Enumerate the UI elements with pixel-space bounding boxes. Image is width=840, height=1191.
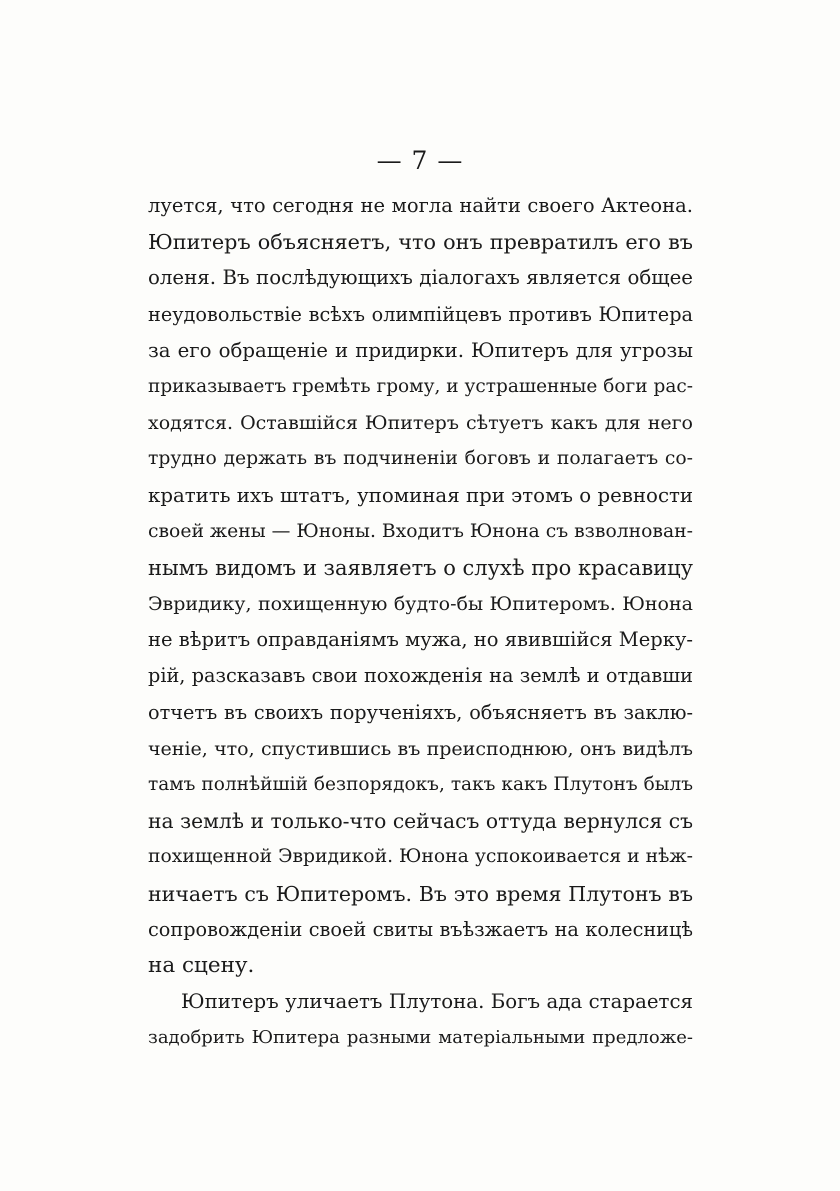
text-line: сопровожденіи своей свиты въѣзжаетъ на колесницѣ: [148, 917, 693, 941]
text-line: ченіе, что, спустившись въ преисподнюю, онъ видѣлъ: [148, 737, 693, 760]
text-line: Эвридику, похищенную будто-бы Юпитеромъ. Юнона: [148, 593, 693, 616]
text-line: кратить ихъ штатъ, упоминая при этомъ о ревности: [148, 483, 694, 507]
text-line: отчетъ въ своихъ порученіяхъ, объясняетъ въ заклю-: [148, 700, 693, 724]
text-line: нымъ видомъ и заявляетъ о слухѣ про красавицу: [148, 555, 693, 580]
text-line: Юпитеръ объясняетъ, что онъ превратилъ его въ: [148, 230, 693, 255]
text-line: рій, разсказавъ свои похожденія на землѣ и отдавши: [148, 664, 693, 688]
paragraph-1: [148, 188, 693, 984]
page-number: — 7 —: [376, 146, 464, 175]
text-line: оленя. Въ послѣдующихъ діалогахъ является общее: [148, 266, 693, 290]
text-line: Юпитеръ уличаетъ Плутона. Богъ ада старается: [181, 990, 693, 1014]
text-line: луется, что сегодня не могла найти своего Актеона.: [148, 194, 693, 217]
text-line: задобрить Юпитера разными матеріальными предложе-: [148, 1027, 693, 1049]
text-line: на землѣ и только-что сейчасъ оттуда вернулся съ: [148, 809, 693, 834]
text-line: трудно держать въ подчиненіи боговъ и полагаетъ со-: [148, 448, 693, 470]
text-line: не вѣритъ оправданіямъ мужа, но явившійся Мерку-: [148, 628, 693, 652]
text-line: своей жены — Юноны. Входитъ Юнона съ взволнован-: [148, 520, 693, 542]
text-line: похищенной Эвридикой. Юнона успокоивается и нѣж-: [148, 846, 693, 868]
text-line: приказываетъ гремѣть грому, и устрашенные боги рас-: [148, 375, 693, 397]
text-line: за его обращеніе и придирки. Юпитеръ для угрозы: [148, 338, 693, 362]
text-line: ничаетъ съ Юпитеромъ. Въ это время Плутонъ въ: [148, 881, 693, 906]
text-line: неудовольствіе всѣхъ олимпійцевъ противъ Юпитера: [148, 302, 693, 326]
body-text: [148, 188, 693, 1057]
paragraph-2: [148, 984, 693, 1056]
text-line: на сцену.: [148, 952, 255, 978]
text-line: тамъ полнѣйшій безпорядокъ, такъ какъ Плутонъ былъ: [148, 774, 693, 795]
text-line: ходятся. Оставшійся Юпитеръ сѣтуетъ какъ для него: [148, 412, 693, 435]
